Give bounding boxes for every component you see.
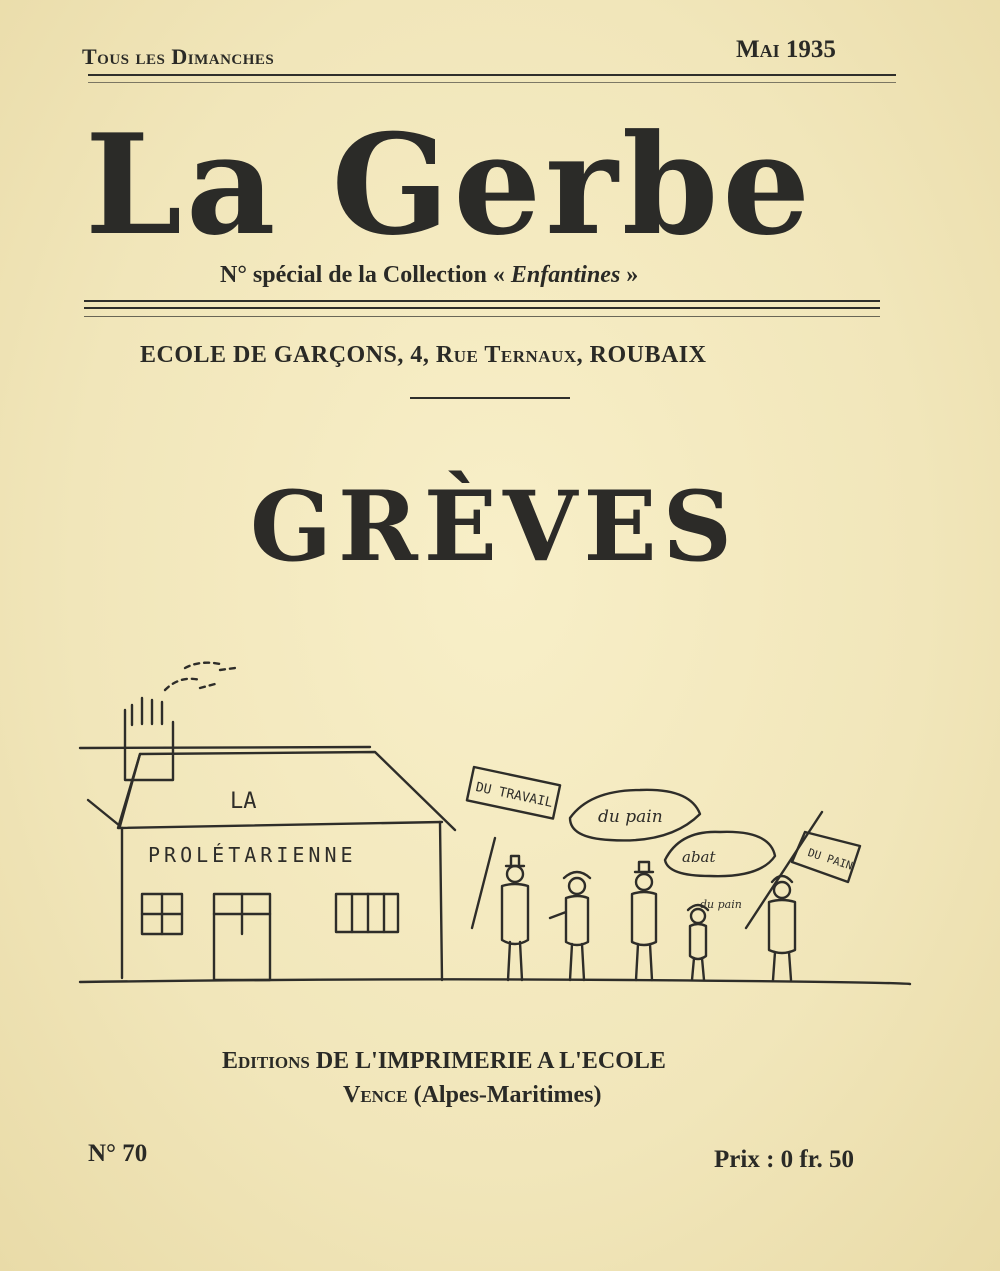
school-rule (410, 397, 570, 399)
house-label-top: LA (230, 789, 257, 814)
ground-line (80, 979, 910, 984)
striker-1 (502, 856, 528, 980)
sign-travail (467, 767, 560, 819)
top-rule (88, 74, 896, 76)
house-label-main: PROLÉTARIENNE (148, 843, 357, 867)
masthead-rule (84, 300, 880, 302)
issue-number: N° 70 (88, 1140, 148, 1167)
location-region: (Alpes-Maritimes) (413, 1082, 602, 1108)
flag-text: DU PAIN (806, 846, 855, 873)
top-rule-thin (88, 82, 896, 83)
striker-3 (632, 862, 656, 980)
school-name: ECOLE DE GARÇONS, 4, (140, 342, 430, 368)
house-roof (120, 752, 455, 830)
roof-eave-left (88, 800, 120, 826)
publisher-word: Editions (222, 1048, 310, 1074)
masthead-title: La Gerbe (85, 103, 815, 266)
speech-2-text: abat (682, 848, 716, 866)
publisher-location (343, 1082, 602, 1109)
school-city: , ROUBAIX (576, 342, 707, 368)
roof-line (80, 747, 370, 748)
children-drawing (70, 650, 920, 1000)
sign-pole (472, 838, 495, 928)
publisher-line (222, 1048, 666, 1075)
subtitle-quote-open: « (492, 262, 505, 288)
masthead-rule-3 (84, 316, 880, 317)
publisher-name: DE L'IMPRIMERIE A L'ECOLE (315, 1048, 666, 1074)
sign-travail-text: DU TRAVAIL (474, 779, 554, 811)
striker-5 (769, 876, 795, 980)
masthead-rule-2 (84, 307, 880, 309)
striker-4 (688, 905, 708, 980)
speech-1-text: du pain (598, 807, 663, 827)
school-street: Rue Ternaux (435, 342, 577, 368)
headline: GRÈVES (250, 470, 738, 583)
subtitle-collection: Enfantines (510, 262, 621, 288)
house-wall-right (440, 822, 442, 980)
chimney-pots (132, 698, 162, 725)
subtitle-quote-close: » (626, 262, 639, 288)
location-town: Vence (343, 1082, 408, 1108)
school-address (140, 342, 706, 369)
speech-3-text: du pain (700, 898, 742, 911)
roof-inner (118, 754, 442, 828)
issue-date: Mai 1935 (736, 36, 836, 63)
masthead-subtitle (220, 262, 638, 289)
weekly-label: Tous les Dimanches (82, 44, 275, 69)
striker-2 (550, 872, 590, 980)
smoke (165, 663, 235, 690)
subtitle-prefix: N° spécial de la Collection (220, 262, 487, 288)
issue-price: Prix : 0 fr. 50 (714, 1146, 855, 1173)
